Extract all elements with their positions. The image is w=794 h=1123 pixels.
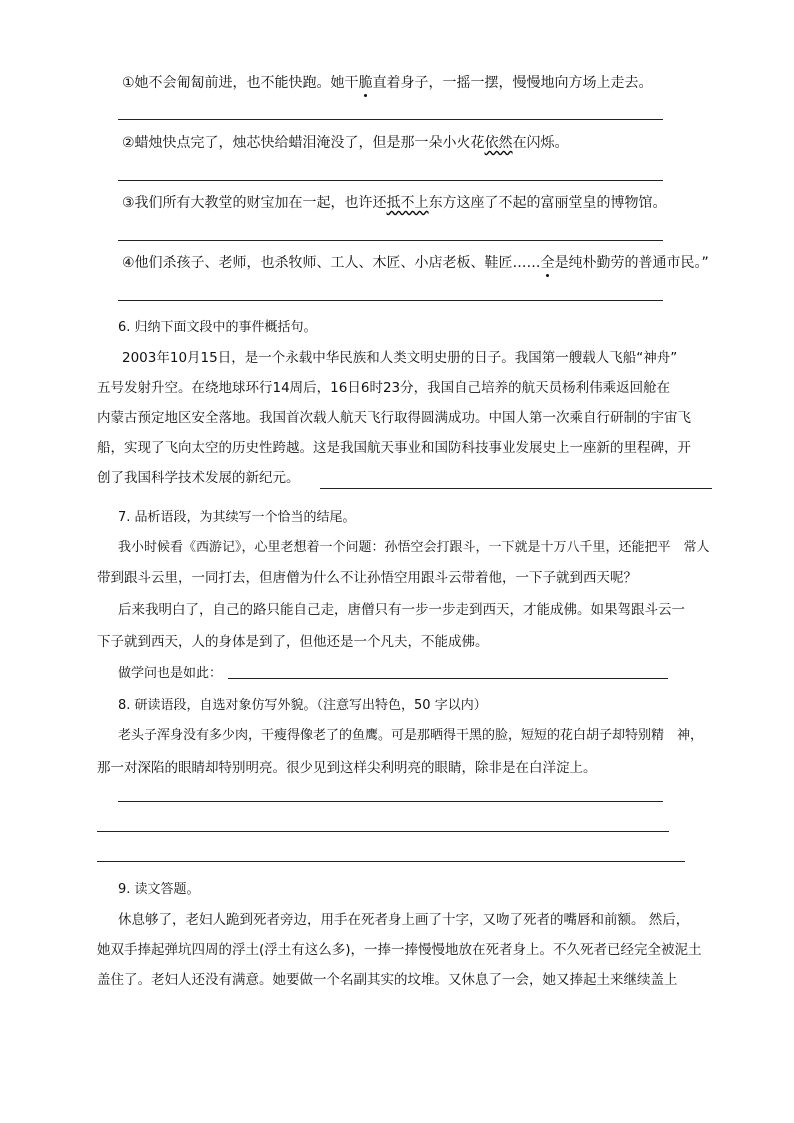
q8-paragraph-line-2: 那一对深陷的眼睛却特别明亮。很少见到这样尖利明亮的眼睛，除非是在白洋淀上。 — [97, 760, 597, 776]
q5-answer-line-3[interactable] — [118, 240, 663, 241]
q6-title: 6. 归纳下面文段中的事件概括句。 — [118, 320, 317, 335]
q5-s1-marked-word: 脆 — [359, 72, 373, 92]
q5-sentence-3: ③我们所有大教堂的财宝加在一起，也许还抵不上东方这座了不起的富丽堂皇的博物馆。 — [122, 195, 667, 211]
q8-paragraph-line-1: 老头子浑身没有多少肉，干瘦得像老了的鱼鹰。可是那晒得干黑的脸，短短的花白胡子却特别精 神， — [118, 728, 704, 743]
q7-prompt: 做学问也是如此： — [118, 666, 223, 681]
q6-paragraph-line-3: 内蒙古预定地区安全落地。我国首次载人航天飞行取得圆满成功。中国人第一次乘自行研制的宇宙飞 — [97, 410, 691, 426]
q6-paragraph-line-5: 创了我国科学技术发展的新纪元。 — [97, 470, 300, 486]
q8-title: 8. 研读语段，自选对象仿写外貌。（注意写出特色，50 字以内） — [118, 698, 487, 713]
q7-title: 7. 品析语段，为其续写一个恰当的结尾。 — [118, 510, 356, 525]
q5-sentence-4: ④他们杀孩子、老师，也杀牧师、工人、木匠、小店老板、鞋匠……全是纯朴勤劳的普通市民。” — [122, 252, 709, 272]
q7-paragraph-line-3: 后来我明白了，自己的路只能自己走，唐僧只有一步一步走到西天，才能成佛。如果驾跟斗云一 — [118, 602, 685, 618]
q9-title: 9. 读文答题。 — [118, 882, 200, 897]
q8-answer-line-1[interactable] — [118, 801, 663, 802]
q6-paragraph-line-4: 船，实现了飞向太空的历史性跨越。这是我国航天事业和国防科技事业发展史上一座新的里程碑，开 — [97, 440, 691, 456]
q5-sentence-2: ②蜡烛快点完了，烛芯快给蜡泪淹没了，但是那一朵小火花依然在闪烁。 — [122, 135, 569, 151]
q7-answer-line[interactable] — [228, 678, 668, 679]
q5-answer-line-1[interactable] — [118, 119, 663, 120]
q5-answer-line-4[interactable] — [118, 300, 663, 301]
q5-s4-marked-word: 全 — [541, 252, 555, 272]
q9-paragraph-line-2: 她双手捧起弹坑四周的浮土(浮土有这么多)，一捧一捧慢慢地放在死者身上。不久死者已经完全被泥土 — [97, 942, 702, 958]
q5-s3-marked-word: 抵不上 — [386, 195, 429, 211]
q8-answer-line-3[interactable] — [97, 861, 685, 862]
q7-paragraph-line-1: 我小时候看《西游记》，心里老想着一个问题：孙悟空会打跟斗，一下就是十万八千里，还能把平 常人 — [118, 540, 710, 555]
q9-paragraph-line-1: 休息够了，老妇人跪到死者旁边，用手在死者身上画了十字，又吻了死者的嘴唇和前额。 然后， — [118, 912, 690, 928]
q6-paragraph-line-2: 五号发射升空。在绕地球环行14周后，16日6时23分，我国自己培养的航天员杨利伟乘返回舱在 — [97, 380, 671, 396]
q7-paragraph-line-4: 下子就到西天，人的身体是到了，但他还是一个凡夫，不能成佛。 — [97, 634, 489, 650]
q5-s2-marked-word: 依然 — [484, 135, 513, 151]
q5-answer-line-2[interactable] — [118, 180, 663, 181]
q6-paragraph-line-1: 2003年10月15日，是一个永载中华民族和人类文明史册的日子。我国第一艘载人飞船“神舟” — [122, 350, 678, 366]
q8-answer-line-2[interactable] — [97, 831, 669, 832]
q9-paragraph-line-3: 盖住了。老妇人还没有满意。她要做一个名副其实的坟堆。又休息了一会，她又捧起土来继续盖上 — [97, 972, 678, 988]
q5-sentence-1: ①她不会匍匐前进，也不能快跑。她干脆直着身子，一摇一摆，慢慢地向方场上走去。 — [122, 72, 653, 92]
q7-paragraph-line-2: 带到跟斗云里，一同打去，但唐僧为什么不让孙悟空用跟斗云带着他，一下子就到西天呢？ — [97, 570, 637, 586]
q6-answer-line[interactable] — [320, 488, 712, 489]
